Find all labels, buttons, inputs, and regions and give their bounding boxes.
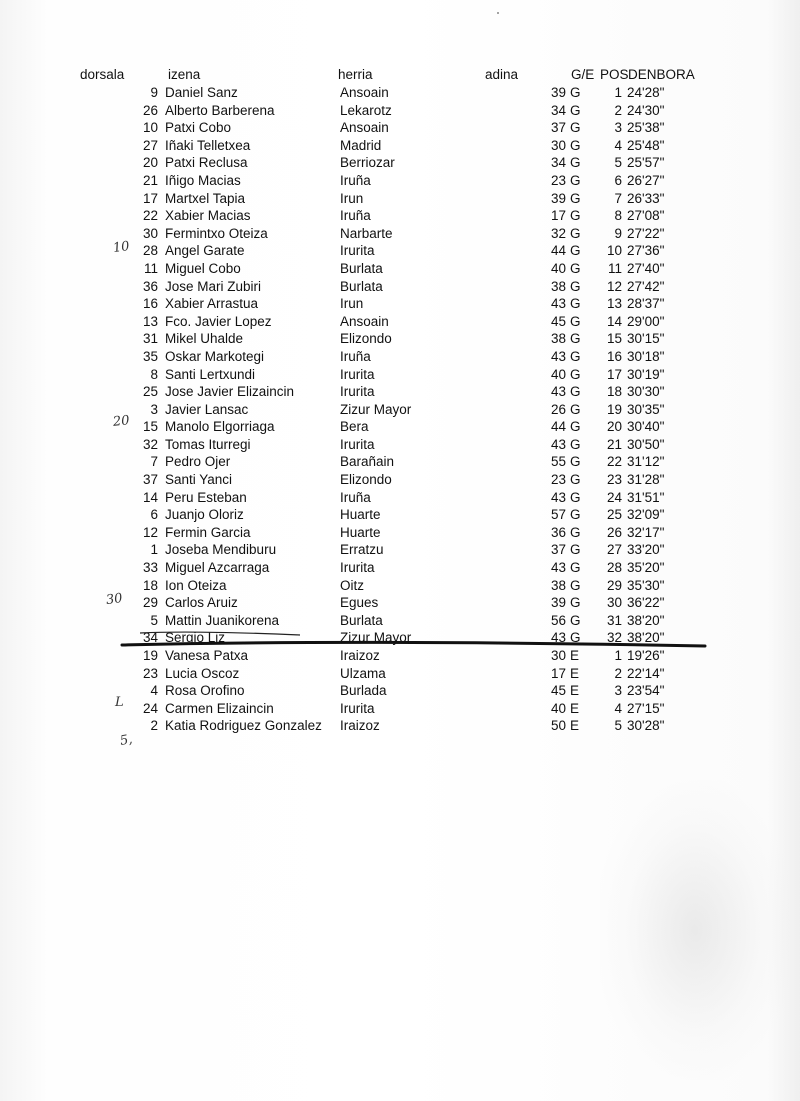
cell-dorsal: 18 bbox=[142, 577, 158, 593]
cell-time: 28'37" bbox=[627, 296, 665, 312]
cell-town: Barañain bbox=[340, 454, 395, 470]
cell-category: G bbox=[570, 401, 581, 417]
cell-town: Iruña bbox=[340, 172, 371, 188]
cell-age: 38 bbox=[550, 577, 566, 593]
cell-town: Narbarte bbox=[340, 225, 393, 241]
cell-category: G bbox=[570, 524, 581, 540]
cell-category: G bbox=[570, 489, 581, 505]
cell-dorsal: 30 bbox=[142, 225, 158, 241]
cell-position: 11 bbox=[607, 260, 622, 276]
cell-category: G bbox=[570, 260, 581, 276]
cell-name: Mattin Juanikorena bbox=[165, 612, 280, 628]
cell-position: 7 bbox=[614, 190, 622, 206]
cell-town: Iraizoz bbox=[340, 718, 380, 734]
cell-time: 27'15" bbox=[627, 700, 665, 716]
handwritten-5: 5, bbox=[118, 732, 134, 749]
cell-age: 45 bbox=[550, 313, 566, 329]
cell-dorsal: 27 bbox=[142, 137, 158, 153]
cell-town: Irurita bbox=[340, 560, 375, 576]
cell-dorsal: 37 bbox=[142, 472, 158, 488]
cell-time: 29'00" bbox=[627, 313, 665, 329]
cell-town: Elizondo bbox=[340, 472, 392, 488]
cell-category: G bbox=[570, 278, 581, 294]
cell-time: 27'08" bbox=[627, 208, 665, 224]
cell-position: 24 bbox=[606, 489, 622, 505]
cell-name: Daniel Sanz bbox=[165, 85, 238, 100]
cell-position: 26 bbox=[606, 524, 622, 540]
cell-name: Tomas Iturregi bbox=[165, 436, 251, 452]
cell-age: 36 bbox=[550, 524, 566, 540]
cell-time: 31'51" bbox=[627, 489, 665, 505]
cell-category: G bbox=[570, 595, 581, 611]
cell-age: 43 bbox=[550, 489, 566, 505]
cell-name: Angel Garate bbox=[165, 243, 245, 259]
cell-name: Manolo Elgorriaga bbox=[165, 419, 275, 435]
cell-age: 34 bbox=[550, 102, 566, 118]
cell-category: G bbox=[570, 472, 581, 488]
header-denbora: DENBORA bbox=[628, 67, 695, 82]
cell-age: 44 bbox=[550, 419, 566, 435]
cell-category: G bbox=[570, 243, 581, 259]
cell-name: Carlos Aruiz bbox=[165, 595, 238, 611]
cell-position: 2 bbox=[614, 665, 622, 681]
cell-age: 40 bbox=[550, 366, 566, 382]
cell-time: 31'12" bbox=[627, 454, 665, 470]
cell-age: 17 bbox=[550, 665, 566, 681]
cell-name: Katia Rodriguez Gonzalez bbox=[165, 718, 322, 734]
cell-time: 32'17" bbox=[627, 524, 665, 540]
cell-name: Alberto Barberena bbox=[165, 102, 275, 118]
cell-position: 5 bbox=[614, 718, 622, 734]
cell-time: 25'57" bbox=[627, 155, 665, 171]
cell-time: 25'48" bbox=[627, 137, 665, 153]
cell-town: Zizur Mayor bbox=[340, 630, 412, 646]
cell-category: G bbox=[570, 384, 581, 400]
cell-time: 24'30" bbox=[627, 102, 665, 118]
cell-time: 26'33" bbox=[627, 190, 665, 206]
cell-name: Miguel Cobo bbox=[165, 260, 241, 276]
cell-time: 33'20" bbox=[627, 542, 665, 558]
header-ge: G/E bbox=[571, 67, 595, 82]
cell-town: Burlata bbox=[340, 612, 383, 628]
cell-time: 27'22" bbox=[627, 225, 665, 241]
cell-town: Irurita bbox=[340, 243, 375, 259]
cell-position: 23 bbox=[606, 472, 622, 488]
cell-town: Burlata bbox=[340, 278, 383, 294]
cell-town: Egues bbox=[340, 595, 379, 611]
cell-name: Sergio Liz bbox=[165, 630, 226, 646]
cell-town: Burlata bbox=[340, 260, 383, 276]
cell-category: E bbox=[570, 718, 580, 734]
cell-name: Pedro Ojer bbox=[165, 454, 231, 470]
cell-dorsal: 13 bbox=[142, 313, 158, 329]
cell-age: 55 bbox=[550, 454, 566, 470]
cell-dorsal: 17 bbox=[142, 190, 158, 206]
cell-dorsal: 16 bbox=[142, 296, 158, 312]
header-herria: herria bbox=[338, 67, 373, 82]
cell-name: Iñaki Telletxea bbox=[165, 137, 251, 153]
cell-age: 43 bbox=[550, 436, 566, 452]
cell-name: Xabier Arrastua bbox=[165, 296, 259, 312]
cell-town: Burlada bbox=[340, 683, 387, 699]
cell-dorsal: 29 bbox=[142, 595, 158, 611]
cell-town: Zizur Mayor bbox=[340, 401, 412, 417]
cell-category: G bbox=[570, 560, 581, 576]
cell-time: 30'35" bbox=[627, 401, 665, 417]
cell-town: Irurita bbox=[340, 700, 375, 716]
cell-position: 9 bbox=[614, 225, 622, 241]
cell-age: 30 bbox=[550, 648, 566, 663]
cell-name: Santi Lertxundi bbox=[165, 366, 256, 382]
cell-position: 10 bbox=[606, 243, 622, 259]
cell-category: E bbox=[570, 665, 580, 681]
cell-position: 30 bbox=[606, 595, 622, 611]
cell-position: 19 bbox=[606, 401, 622, 417]
cell-time: 27'42" bbox=[627, 278, 665, 294]
cell-town: Lekarotz bbox=[340, 102, 392, 118]
cell-dorsal: 11 bbox=[143, 260, 158, 276]
cell-category: E bbox=[570, 683, 580, 699]
cell-dorsal: 20 bbox=[142, 155, 158, 171]
cell-name: Miguel Azcarraga bbox=[165, 560, 270, 576]
cell-town: Berriozar bbox=[340, 155, 395, 171]
cell-time: 26'27" bbox=[627, 172, 665, 188]
cell-dorsal: 28 bbox=[142, 243, 158, 259]
cell-time: 30'30" bbox=[627, 384, 665, 400]
cell-position: 1 bbox=[614, 648, 622, 663]
cell-time: 35'30" bbox=[627, 577, 665, 593]
cell-time: 36'22" bbox=[627, 595, 665, 611]
cell-time: 30'28" bbox=[627, 718, 665, 734]
cell-position: 3 bbox=[614, 120, 622, 136]
cell-category: G bbox=[570, 155, 581, 171]
cell-dorsal: 4 bbox=[150, 683, 158, 699]
cell-category: E bbox=[570, 700, 580, 716]
cell-name: Peru Esteban bbox=[165, 489, 247, 505]
cell-name: Jose Javier Elizaincin bbox=[165, 384, 295, 400]
cell-position: 12 bbox=[606, 278, 622, 294]
cell-dorsal: 36 bbox=[142, 278, 158, 294]
cell-time: 22'14" bbox=[627, 665, 665, 681]
cell-age: 43 bbox=[550, 296, 566, 312]
cell-category: G bbox=[570, 348, 581, 364]
cell-name: Mikel Uhalde bbox=[165, 331, 244, 347]
cell-category: G bbox=[570, 507, 581, 523]
cell-time: 25'38" bbox=[627, 120, 665, 136]
cell-town: Iruña bbox=[340, 489, 371, 505]
cell-position: 5 bbox=[614, 155, 622, 171]
header-izena: izena bbox=[168, 67, 201, 82]
cell-time: 23'54" bbox=[627, 683, 665, 699]
cell-dorsal: 12 bbox=[142, 524, 158, 540]
cell-town: Iruña bbox=[340, 348, 371, 364]
cell-category: G bbox=[570, 366, 581, 382]
cell-name: Fco. Javier Lopez bbox=[165, 313, 272, 329]
cell-position: 6 bbox=[614, 172, 622, 188]
cell-age: 30 bbox=[550, 137, 566, 153]
cell-name: Xabier Macias bbox=[165, 208, 251, 224]
cell-category: G bbox=[570, 102, 581, 118]
cell-age: 23 bbox=[550, 472, 566, 488]
cell-dorsal: 33 bbox=[142, 560, 158, 576]
cell-category: E bbox=[570, 648, 580, 663]
cell-time: 27'40" bbox=[627, 260, 665, 276]
cell-position: 25 bbox=[606, 507, 622, 523]
cell-name: Patxi Reclusa bbox=[165, 155, 248, 171]
cell-dorsal: 8 bbox=[150, 366, 158, 382]
cell-age: 40 bbox=[550, 260, 566, 276]
cell-town: Elizondo bbox=[340, 331, 392, 347]
cell-category: G bbox=[570, 313, 581, 329]
cell-age: 56 bbox=[550, 612, 566, 628]
cell-time: 38'20" bbox=[627, 630, 665, 646]
cell-dorsal: 24 bbox=[142, 700, 158, 716]
cell-age: 38 bbox=[550, 331, 566, 347]
cell-position: 4 bbox=[614, 137, 622, 153]
header-adina: adina bbox=[485, 67, 519, 82]
cell-name: Ion Oteiza bbox=[165, 577, 227, 593]
cell-name: Joseba Mendiburu bbox=[165, 542, 277, 558]
cell-category: G bbox=[570, 296, 581, 312]
cell-dorsal: 23 bbox=[142, 665, 158, 681]
cell-name: Juanjo Oloriz bbox=[165, 507, 244, 523]
cell-category: G bbox=[570, 225, 581, 241]
cell-town: Irun bbox=[340, 190, 364, 206]
cell-category: G bbox=[570, 137, 581, 153]
cell-position: 32 bbox=[606, 630, 622, 646]
cell-town: Huarte bbox=[340, 507, 381, 523]
cell-position: 18 bbox=[606, 384, 622, 400]
cell-time: 30'50" bbox=[627, 436, 665, 452]
cell-age: 43 bbox=[550, 560, 566, 576]
cell-dorsal: 21 bbox=[142, 172, 158, 188]
cell-position: 16 bbox=[606, 348, 622, 364]
cell-time: 30'40" bbox=[627, 419, 665, 435]
cell-name: Patxi Cobo bbox=[165, 120, 232, 136]
cell-category: G bbox=[570, 454, 581, 470]
header-pos: POS bbox=[600, 67, 629, 82]
cell-dorsal: 10 bbox=[142, 120, 158, 136]
cell-position: 3 bbox=[614, 683, 622, 699]
cell-category: G bbox=[570, 331, 581, 347]
cell-category: G bbox=[570, 190, 581, 206]
cell-position: 17 bbox=[606, 366, 622, 382]
cell-dorsal: 5 bbox=[150, 612, 158, 628]
cell-category: G bbox=[570, 630, 581, 646]
cell-time: 35'20" bbox=[627, 560, 665, 576]
cell-position: 2 bbox=[614, 102, 622, 118]
cell-category: G bbox=[570, 208, 581, 224]
handwritten-30: 30 bbox=[105, 590, 124, 609]
cell-dorsal: 6 bbox=[150, 507, 158, 523]
cell-dorsal: 35 bbox=[142, 348, 158, 364]
cell-category: G bbox=[570, 120, 581, 136]
cell-age: 17 bbox=[550, 208, 566, 224]
cell-town: Huarte bbox=[340, 524, 381, 540]
cell-time: 32'09" bbox=[627, 507, 665, 523]
cell-age: 23 bbox=[550, 172, 566, 188]
cell-dorsal: 9 bbox=[150, 85, 158, 100]
cell-age: 45 bbox=[550, 683, 566, 699]
cell-age: 39 bbox=[550, 85, 566, 100]
cell-position: 4 bbox=[614, 700, 622, 716]
cell-name: Javier Lansac bbox=[165, 401, 249, 417]
cell-name: Rosa Orofino bbox=[165, 683, 245, 699]
cell-name: Oskar Markotegi bbox=[165, 348, 265, 364]
cell-dorsal: 22 bbox=[142, 208, 158, 224]
cell-category: G bbox=[570, 612, 581, 628]
cell-position: 14 bbox=[606, 313, 622, 329]
cell-position: 20 bbox=[606, 419, 622, 435]
cell-dorsal: 31 bbox=[142, 331, 158, 347]
handwritten-l: L bbox=[115, 695, 124, 710]
cell-name: Martxel Tapia bbox=[165, 190, 246, 206]
cell-age: 37 bbox=[550, 542, 566, 558]
cell-category: G bbox=[570, 85, 581, 100]
cell-time: 19'26" bbox=[627, 648, 665, 663]
handwritten-10: 10 bbox=[112, 238, 131, 257]
cell-category: G bbox=[570, 419, 581, 435]
cell-age: 57 bbox=[550, 507, 566, 523]
cell-town: Ansoain bbox=[340, 120, 389, 136]
cell-name: Lucia Oscoz bbox=[165, 665, 240, 681]
cell-name: Carmen Elizaincin bbox=[165, 700, 274, 716]
handwritten-20: 20 bbox=[112, 413, 131, 430]
cell-dorsal: 15 bbox=[142, 419, 158, 435]
cell-category: G bbox=[570, 172, 581, 188]
cell-name: Jose Mari Zubiri bbox=[165, 278, 262, 294]
cell-name: Fermintxo Oteiza bbox=[165, 225, 268, 241]
cell-town: Oitz bbox=[340, 577, 365, 593]
cell-age: 39 bbox=[550, 595, 566, 611]
cell-town: Erratzu bbox=[340, 542, 384, 558]
cell-age: 44 bbox=[550, 243, 566, 259]
cell-age: 39 bbox=[550, 190, 566, 206]
cell-age: 43 bbox=[550, 384, 566, 400]
cell-position: 28 bbox=[606, 560, 622, 576]
cell-time: 24'28" bbox=[627, 85, 665, 100]
cell-town: Madrid bbox=[340, 137, 382, 153]
cell-position: 13 bbox=[606, 296, 622, 312]
cell-town: Iraizoz bbox=[340, 648, 380, 663]
cell-age: 43 bbox=[550, 348, 566, 364]
cell-position: 8 bbox=[614, 208, 622, 224]
cell-dorsal: 3 bbox=[150, 401, 158, 417]
cell-dorsal: 19 bbox=[142, 648, 158, 663]
cell-age: 32 bbox=[550, 225, 566, 241]
header-dorsala: dorsala bbox=[80, 67, 125, 82]
cell-dorsal: 26 bbox=[142, 102, 158, 118]
cell-name: Vanesa Patxa bbox=[165, 648, 249, 663]
cell-position: 31 bbox=[606, 612, 622, 628]
cell-time: 31'28" bbox=[627, 472, 665, 488]
cell-age: 26 bbox=[550, 401, 566, 417]
cell-dorsal: 25 bbox=[142, 384, 158, 400]
cell-name: Fermin Garcia bbox=[165, 524, 251, 540]
cell-age: 50 bbox=[550, 718, 566, 734]
cell-dorsal: 1 bbox=[150, 542, 158, 558]
cell-town: Ansoain bbox=[340, 313, 389, 329]
cell-town: Irurita bbox=[340, 384, 375, 400]
cell-town: Ulzama bbox=[340, 665, 386, 681]
cell-town: Bera bbox=[340, 419, 369, 435]
cell-age: 38 bbox=[550, 278, 566, 294]
cell-position: 29 bbox=[606, 577, 622, 593]
cell-town: Irurita bbox=[340, 436, 375, 452]
cell-position: 1 bbox=[614, 85, 622, 100]
cell-time: 30'15" bbox=[627, 331, 665, 347]
cell-category: G bbox=[570, 577, 581, 593]
cell-category: G bbox=[570, 436, 581, 452]
cell-town: Irun bbox=[340, 296, 364, 312]
cell-name: Santi Yanci bbox=[165, 472, 233, 488]
cell-dorsal: 32 bbox=[142, 436, 158, 452]
cell-position: 15 bbox=[606, 331, 622, 347]
cell-town: Ansoain bbox=[340, 85, 389, 100]
cell-age: 43 bbox=[550, 630, 566, 646]
cell-category: G bbox=[570, 542, 581, 558]
cell-dorsal: 2 bbox=[150, 718, 158, 734]
cell-position: 21 bbox=[606, 436, 622, 452]
cell-time: 30'19" bbox=[627, 366, 665, 382]
cell-time: 27'36" bbox=[627, 243, 665, 259]
cell-dorsal: 34 bbox=[142, 630, 158, 646]
cell-time: 30'18" bbox=[627, 348, 665, 364]
cell-time: 38'20" bbox=[627, 612, 665, 628]
cell-age: 40 bbox=[550, 700, 566, 716]
cell-dorsal: 14 bbox=[142, 489, 158, 505]
cell-age: 37 bbox=[550, 120, 566, 136]
cell-position: 22 bbox=[606, 454, 622, 470]
cell-position: 27 bbox=[606, 542, 622, 558]
cell-age: 34 bbox=[550, 155, 566, 171]
cell-town: Irurita bbox=[340, 366, 375, 382]
cell-town: Iruña bbox=[340, 208, 371, 224]
cell-dorsal: 7 bbox=[150, 454, 158, 470]
cell-name: Iñigo Macias bbox=[165, 172, 241, 188]
